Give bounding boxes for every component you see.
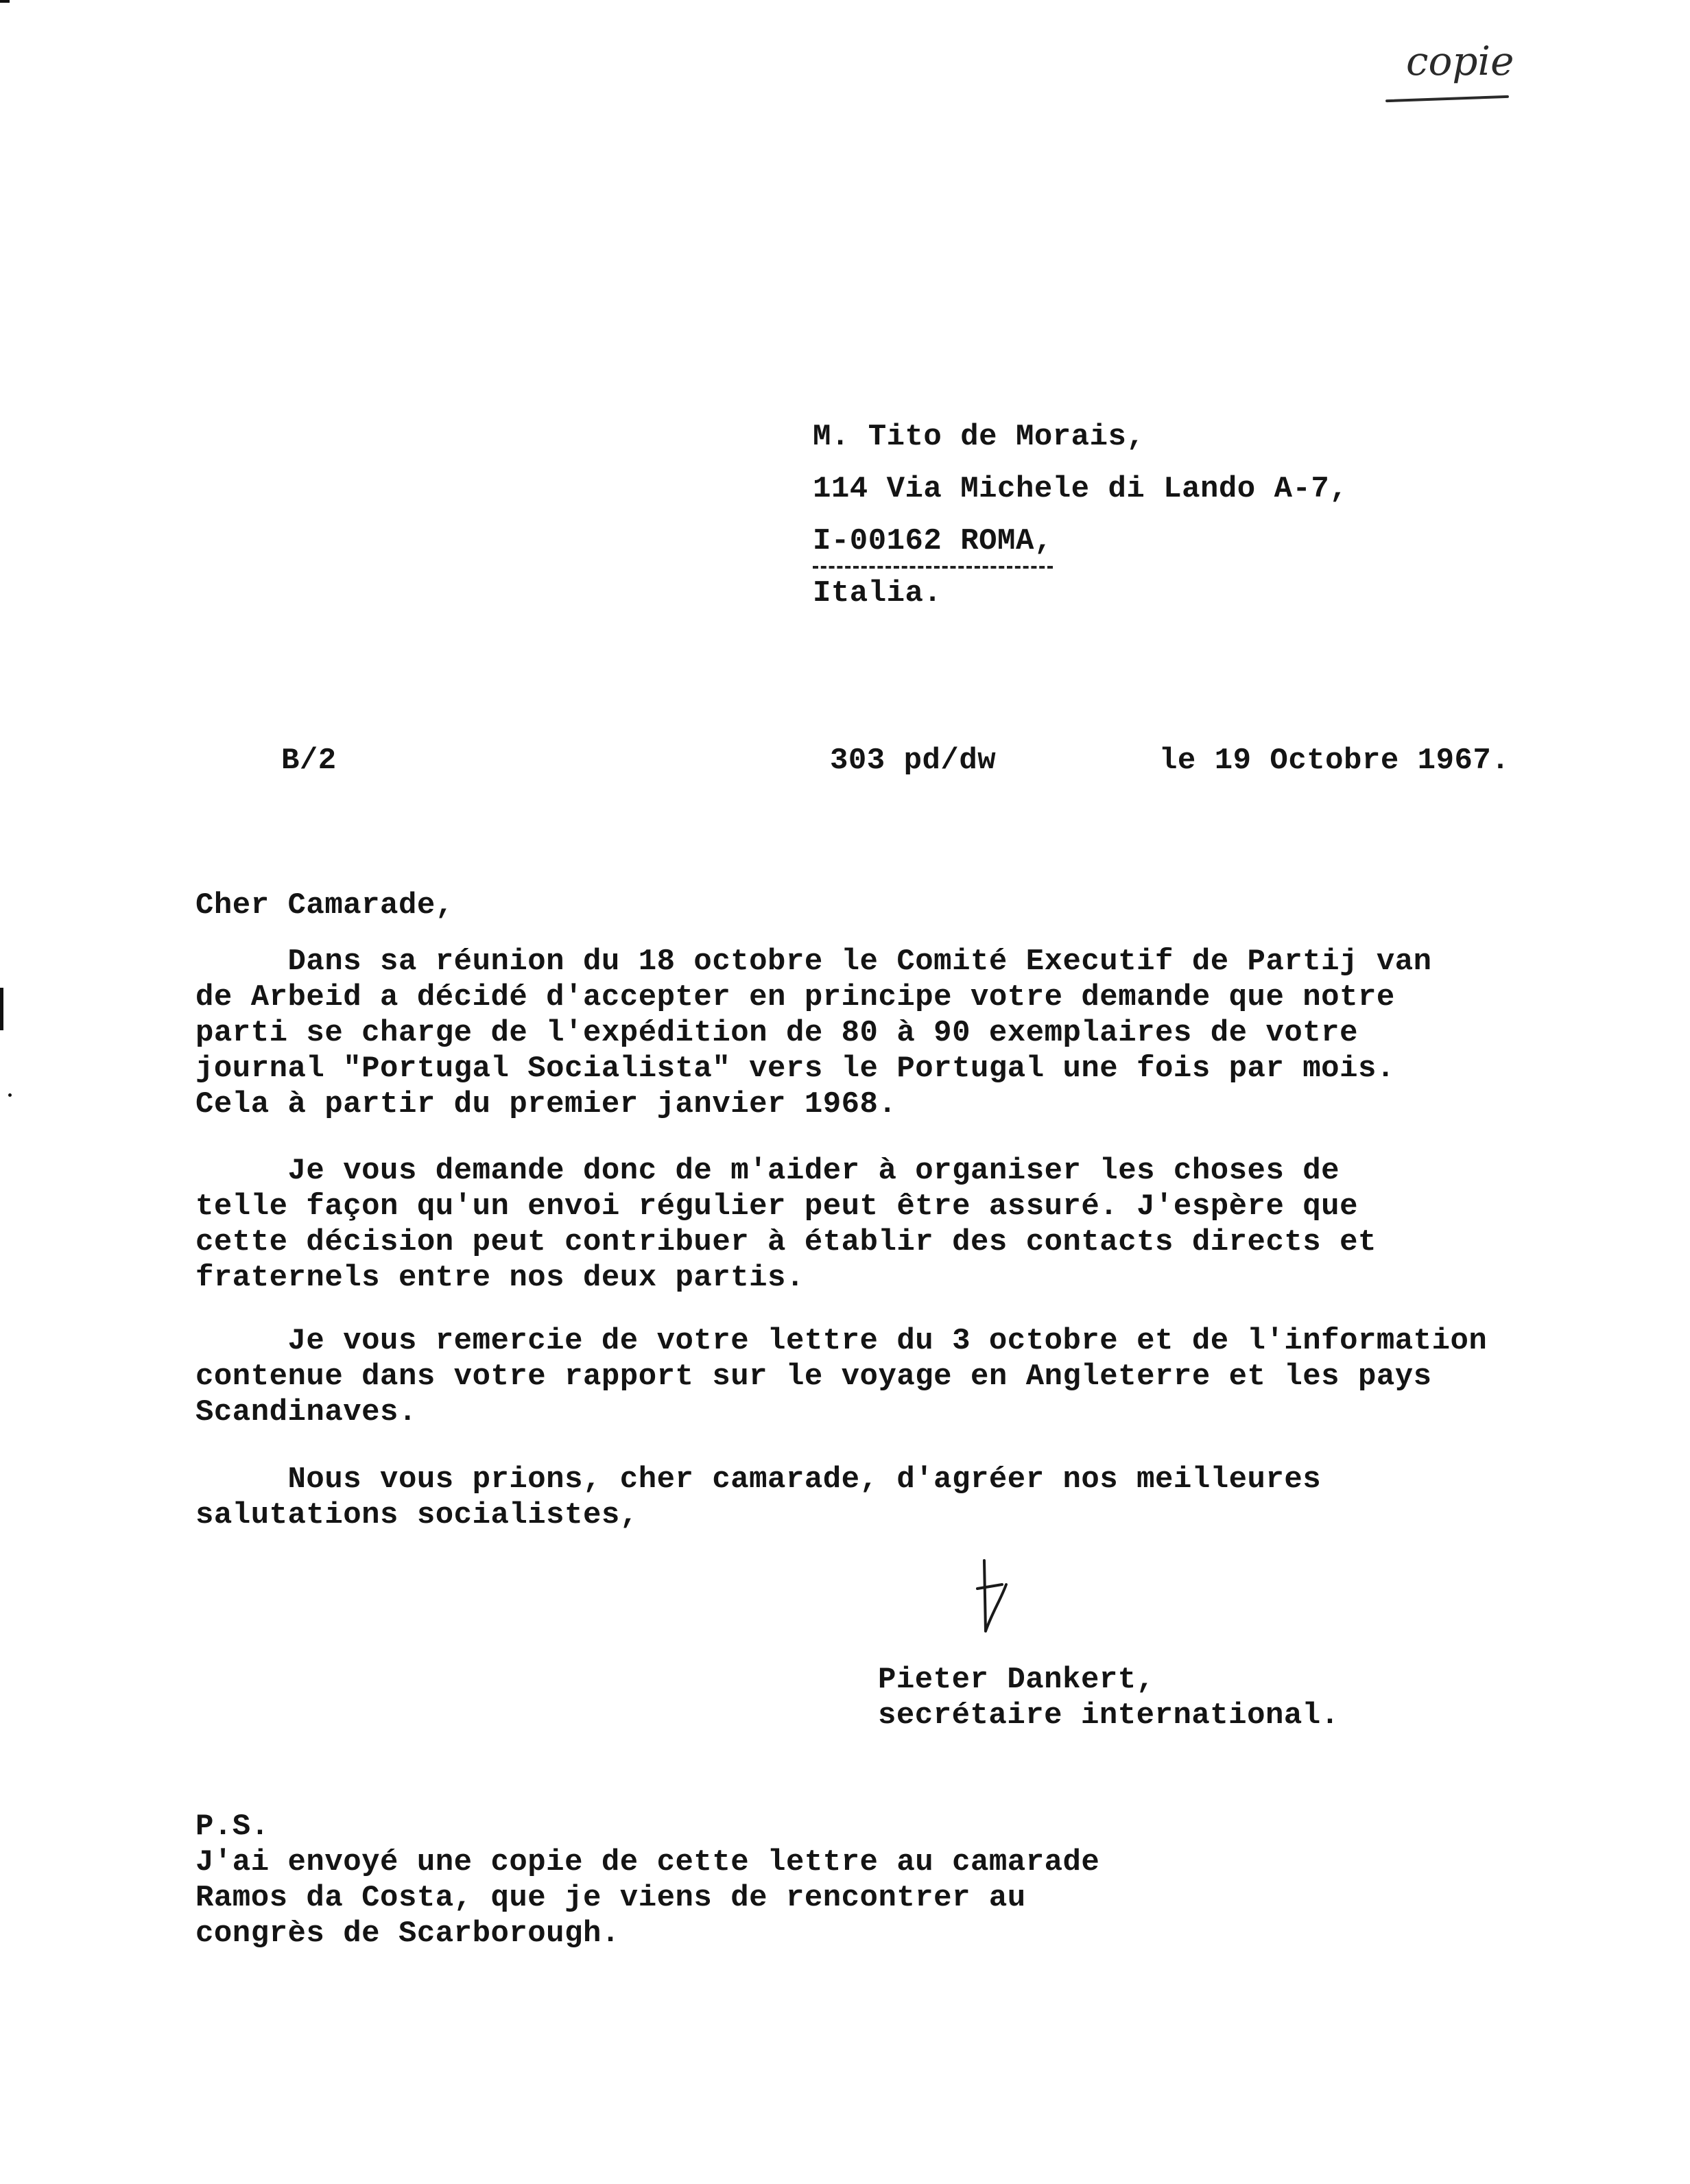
postscript-line: congrès de Scarborough.	[195, 1916, 620, 1951]
reference-code: B/2	[281, 744, 337, 778]
body-line: Je vous remercie de votre lettre du 3 octobre et de l'information	[195, 1324, 1488, 1358]
letter-date: le 19 Octobre 1967.	[1159, 744, 1510, 778]
salutation: Cher Camarade,	[195, 888, 454, 923]
body-line: parti se charge de l'expédition de 80 à 90 exemplaires de votre	[195, 1016, 1358, 1050]
body-line: Scandinaves.	[195, 1395, 417, 1429]
signatory-title: secrétaire international.	[878, 1698, 1340, 1733]
body-line: Je vous demande donc de m'aider à organiser les choses de	[195, 1154, 1340, 1188]
body-line: fraternels entre nos deux partis.	[195, 1261, 805, 1295]
body-line: cette décision peut contribuer à établir des contacts directs et	[195, 1225, 1377, 1259]
recipient-country: Italia.	[813, 576, 942, 610]
scan-artifact	[8, 1093, 12, 1097]
scan-artifact	[0, 988, 3, 1030]
copy-annotation: copie	[1406, 38, 1514, 84]
city-underline	[813, 566, 1053, 569]
postscript-line: Ramos da Costa, que je viens de rencontrer au	[195, 1881, 1026, 1915]
body-line: Dans sa réunion du 18 octobre le Comité Executif de Partij van	[195, 945, 1432, 979]
body-line: salutations socialistes,	[195, 1498, 639, 1532]
copy-annotation-underline	[1385, 95, 1509, 102]
body-line: de Arbeid a décidé d'accepter en principe votre demande que notre	[195, 980, 1395, 1014]
recipient-city: I-00162 ROMA,	[813, 524, 1053, 558]
body-line: contenue dans votre rapport sur le voyage en Angleterre et les pays	[195, 1360, 1432, 1394]
scan-artifact	[0, 0, 10, 3]
body-line: telle façon qu'un envoi régulier peut être assuré. J'espère que	[195, 1189, 1358, 1224]
body-line: journal "Portugal Socialista" vers le Portugal une fois par mois.	[195, 1052, 1395, 1086]
postscript-label: P.S.	[195, 1809, 270, 1844]
recipient-name: M. Tito de Morais,	[813, 420, 1145, 454]
body-line: Nous vous prions, cher camarade, d'agréer nos meilleures	[195, 1462, 1322, 1497]
reference-number: 303 pd/dw	[830, 744, 997, 778]
signature-mark	[971, 1557, 1019, 1639]
body-line: Cela à partir du premier janvier 1968.	[195, 1087, 897, 1121]
recipient-street: 114 Via Michele di Lando A-7,	[813, 472, 1348, 506]
postscript-line: J'ai envoyé une copie de cette lettre au camarade	[195, 1845, 1100, 1879]
signatory-name: Pieter Dankert,	[878, 1663, 1155, 1697]
